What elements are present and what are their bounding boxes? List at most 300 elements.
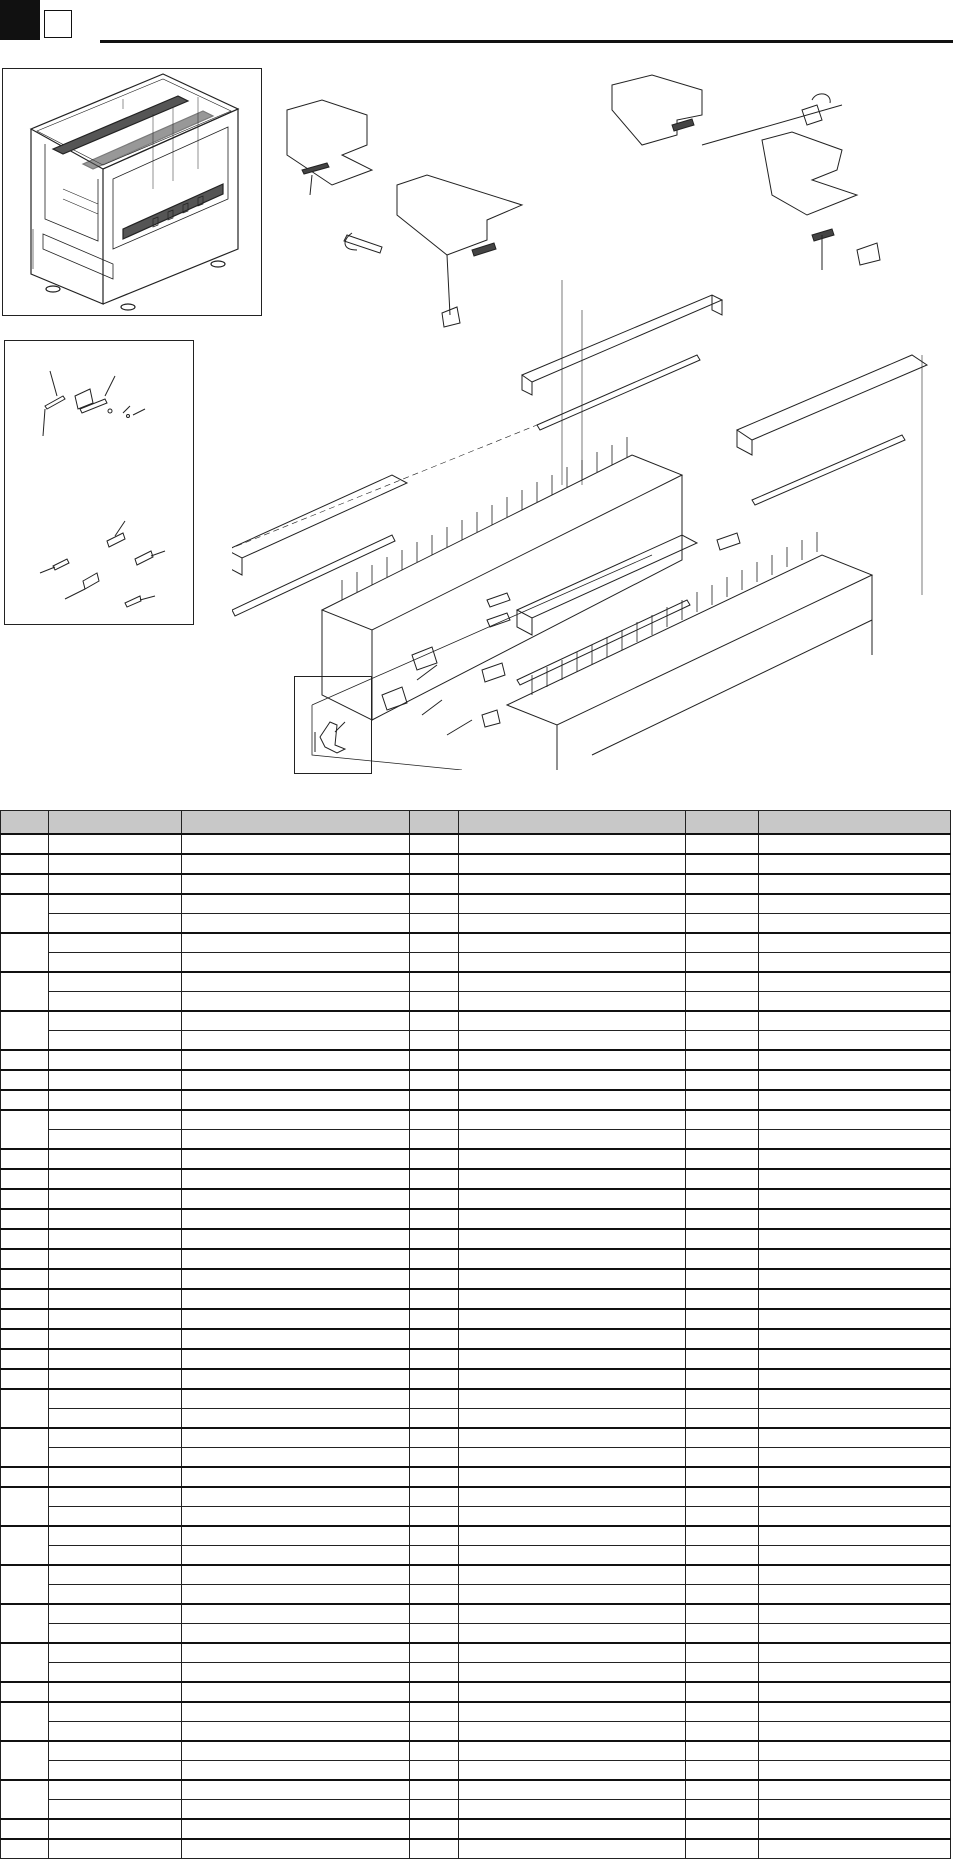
table-cell xyxy=(686,1011,759,1031)
table-cell xyxy=(1,1309,49,1329)
table-cell xyxy=(1,1289,49,1309)
table-row xyxy=(1,933,951,953)
table-row xyxy=(1,1487,951,1507)
table-cell xyxy=(459,1741,686,1761)
table-row xyxy=(1,1229,951,1249)
table-row xyxy=(1,992,951,1012)
table-cell xyxy=(459,1031,686,1051)
table-cell xyxy=(182,1507,410,1527)
table-cell xyxy=(49,992,182,1012)
table-cell xyxy=(459,1389,686,1409)
table-cell xyxy=(49,894,182,914)
table-cell xyxy=(759,1149,951,1169)
table-cell xyxy=(459,1110,686,1130)
table-cell xyxy=(410,1487,459,1507)
table-cell xyxy=(410,1309,459,1329)
table-cell xyxy=(410,1546,459,1566)
table-cell xyxy=(686,1467,759,1487)
table-cell xyxy=(1,1050,49,1070)
table-cell xyxy=(410,1467,459,1487)
table-cell xyxy=(686,1329,759,1349)
machine-overview-panel xyxy=(2,68,262,316)
table-cell xyxy=(1,854,49,874)
beam-left xyxy=(232,475,407,558)
table-cell xyxy=(182,1349,410,1369)
table-cell xyxy=(410,1090,459,1110)
table-cell xyxy=(410,992,459,1012)
table-cell xyxy=(686,1428,759,1448)
table-cell xyxy=(49,1819,182,1839)
table-cell xyxy=(1,834,49,854)
table-cell xyxy=(686,1741,759,1761)
section-number-box xyxy=(44,10,72,38)
table-cell xyxy=(182,1409,410,1429)
table-cell xyxy=(459,1209,686,1229)
table-cell xyxy=(1,1839,49,1859)
frame-rail-right xyxy=(507,555,872,725)
table-cell xyxy=(686,953,759,973)
table-cell xyxy=(49,1467,182,1487)
table-row xyxy=(1,1070,951,1090)
table-cell xyxy=(1,1090,49,1110)
table-cell xyxy=(459,1507,686,1527)
table-cell xyxy=(1,1349,49,1369)
table-cell xyxy=(410,854,459,874)
table-cell xyxy=(686,1624,759,1644)
table-cell xyxy=(1,1643,49,1682)
table-cell xyxy=(1,1428,49,1467)
table-row xyxy=(1,1722,951,1742)
table-cell xyxy=(1,1209,49,1229)
table-cell xyxy=(1,1169,49,1189)
table-cell xyxy=(1,1070,49,1090)
table-cell xyxy=(1,874,49,894)
table-cell xyxy=(759,1050,951,1070)
table-cell xyxy=(759,1507,951,1527)
table-cell xyxy=(182,1761,410,1781)
table-cell xyxy=(182,1269,410,1289)
table-cell xyxy=(759,1780,951,1800)
mounting-plate-4 xyxy=(762,132,857,215)
table-row xyxy=(1,1780,951,1800)
table-cell xyxy=(459,1819,686,1839)
table-row xyxy=(1,1448,951,1468)
table-cell xyxy=(182,1780,410,1800)
table-cell xyxy=(410,1819,459,1839)
parts-table-header xyxy=(1,811,951,835)
table-cell xyxy=(759,1448,951,1468)
section-block xyxy=(0,0,40,40)
table-row xyxy=(1,834,951,854)
table-cell xyxy=(49,1800,182,1820)
table-row xyxy=(1,1149,951,1169)
table-cell xyxy=(49,1839,182,1859)
table-row xyxy=(1,1409,951,1429)
table-cell xyxy=(686,992,759,1012)
table-cell xyxy=(459,1526,686,1546)
table-cell xyxy=(686,1604,759,1624)
table-cell xyxy=(182,1070,410,1090)
table-cell xyxy=(49,1682,182,1702)
table-cell xyxy=(182,1800,410,1820)
table-cell xyxy=(686,1269,759,1289)
table-cell xyxy=(459,1349,686,1369)
table-row xyxy=(1,1050,951,1070)
col-header-ref xyxy=(1,811,49,835)
table-cell xyxy=(759,1070,951,1090)
table-cell xyxy=(459,1643,686,1663)
table-cell xyxy=(459,1249,686,1269)
table-cell xyxy=(686,894,759,914)
table-cell xyxy=(459,1624,686,1644)
table-cell xyxy=(1,1269,49,1289)
table-cell xyxy=(1,894,49,933)
table-cell xyxy=(410,1189,459,1209)
table-cell xyxy=(686,1229,759,1249)
table-cell xyxy=(759,1604,951,1624)
table-cell xyxy=(49,1428,182,1448)
table-cell xyxy=(182,1169,410,1189)
table-cell xyxy=(49,1050,182,1070)
table-cell xyxy=(49,1031,182,1051)
mounting-plate-2 xyxy=(397,175,522,255)
table-cell xyxy=(182,1189,410,1209)
table-cell xyxy=(459,1585,686,1605)
table-cell xyxy=(1,1011,49,1050)
table-cell xyxy=(49,1369,182,1389)
table-cell xyxy=(759,1031,951,1051)
table-row xyxy=(1,894,951,914)
table-cell xyxy=(459,1604,686,1624)
table-row xyxy=(1,1428,951,1448)
table-cell xyxy=(459,1467,686,1487)
table-cell xyxy=(182,1585,410,1605)
table-cell xyxy=(1,1249,49,1269)
table-cell xyxy=(759,1546,951,1566)
table-cell xyxy=(686,1643,759,1663)
table-cell xyxy=(49,1090,182,1110)
table-row xyxy=(1,1389,951,1409)
table-cell xyxy=(459,1169,686,1189)
table-row xyxy=(1,1565,951,1585)
table-cell xyxy=(759,1682,951,1702)
table-cell xyxy=(759,1819,951,1839)
table-cell xyxy=(759,992,951,1012)
table-row xyxy=(1,1624,951,1644)
table-cell xyxy=(182,894,410,914)
table-cell xyxy=(182,1249,410,1269)
table-cell xyxy=(686,1209,759,1229)
parts-list-table xyxy=(0,810,951,1859)
table-row xyxy=(1,1663,951,1683)
table-cell xyxy=(1,1149,49,1169)
table-cell xyxy=(686,1369,759,1389)
table-cell xyxy=(686,1448,759,1468)
beam-upper-middle xyxy=(522,295,722,382)
table-cell xyxy=(759,894,951,914)
table-cell xyxy=(182,1624,410,1644)
table-cell xyxy=(686,1819,759,1839)
table-cell xyxy=(49,1130,182,1150)
table-cell xyxy=(759,834,951,854)
table-cell xyxy=(686,1409,759,1429)
table-cell xyxy=(1,933,49,972)
table-cell xyxy=(410,1269,459,1289)
table-cell xyxy=(182,1839,410,1859)
table-cell xyxy=(686,1349,759,1369)
table-cell xyxy=(410,1604,459,1624)
table-cell xyxy=(49,1565,182,1585)
table-cell xyxy=(410,1624,459,1644)
table-cell xyxy=(759,1741,951,1761)
table-cell xyxy=(759,1169,951,1189)
table-cell xyxy=(182,1329,410,1349)
table-cell xyxy=(759,1409,951,1429)
table-cell xyxy=(49,1780,182,1800)
table-cell xyxy=(759,933,951,953)
col-header-description-2 xyxy=(459,811,686,835)
table-cell xyxy=(686,1585,759,1605)
table-cell xyxy=(410,1329,459,1349)
table-cell xyxy=(686,1761,759,1781)
table-cell xyxy=(182,933,410,953)
table-cell xyxy=(49,1487,182,1507)
table-row xyxy=(1,1309,951,1329)
table-cell xyxy=(410,914,459,934)
table-cell xyxy=(459,1309,686,1329)
table-cell xyxy=(686,1800,759,1820)
table-cell xyxy=(459,1780,686,1800)
table-cell xyxy=(759,1624,951,1644)
table-row xyxy=(1,1090,951,1110)
table-row xyxy=(1,1031,951,1051)
table-row xyxy=(1,854,951,874)
table-cell xyxy=(49,1070,182,1090)
table-cell xyxy=(759,1389,951,1409)
table-cell xyxy=(410,1428,459,1448)
table-row xyxy=(1,874,951,894)
table-cell xyxy=(459,914,686,934)
table-cell xyxy=(759,1110,951,1130)
table-cell xyxy=(759,1369,951,1389)
table-cell xyxy=(49,1110,182,1130)
table-cell xyxy=(1,1467,49,1487)
table-cell xyxy=(182,992,410,1012)
table-cell xyxy=(459,1229,686,1249)
table-cell xyxy=(459,992,686,1012)
table-cell xyxy=(182,972,410,992)
table-cell xyxy=(686,1663,759,1683)
table-cell xyxy=(182,1050,410,1070)
table-cell xyxy=(459,1800,686,1820)
table-cell xyxy=(459,1565,686,1585)
table-cell xyxy=(410,1149,459,1169)
table-cell xyxy=(49,1585,182,1605)
table-cell xyxy=(1,1389,49,1428)
table-row xyxy=(1,1289,951,1309)
table-row xyxy=(1,1467,951,1487)
table-row xyxy=(1,1329,951,1349)
table-cell xyxy=(182,1031,410,1051)
table-cell xyxy=(410,1722,459,1742)
table-cell xyxy=(49,1409,182,1429)
table-cell xyxy=(49,1624,182,1644)
table-cell xyxy=(686,1780,759,1800)
table-row xyxy=(1,1761,951,1781)
table-cell xyxy=(459,972,686,992)
table-cell xyxy=(1,1702,49,1741)
table-cell xyxy=(1,1604,49,1643)
table-cell xyxy=(1,1487,49,1526)
table-cell xyxy=(759,1722,951,1742)
table-cell xyxy=(182,1289,410,1309)
table-cell xyxy=(459,1329,686,1349)
table-row xyxy=(1,1585,951,1605)
table-cell xyxy=(410,894,459,914)
table-row xyxy=(1,1819,951,1839)
table-cell xyxy=(49,914,182,934)
table-cell xyxy=(759,1487,951,1507)
table-cell xyxy=(182,1663,410,1683)
table-row xyxy=(1,1643,951,1663)
table-cell xyxy=(1,1565,49,1604)
table-cell xyxy=(459,1070,686,1090)
table-cell xyxy=(49,1349,182,1369)
table-cell xyxy=(49,1546,182,1566)
col-header-part-number xyxy=(49,811,182,835)
beam-middle xyxy=(517,535,697,618)
table-cell xyxy=(410,1839,459,1859)
table-cell xyxy=(759,953,951,973)
table-row xyxy=(1,1839,951,1859)
table-cell xyxy=(459,953,686,973)
table-row xyxy=(1,1604,951,1624)
table-row xyxy=(1,1189,951,1209)
table-cell xyxy=(49,1229,182,1249)
table-cell xyxy=(410,1249,459,1269)
table-cell xyxy=(1,1369,49,1389)
table-cell xyxy=(759,1428,951,1448)
table-cell xyxy=(686,972,759,992)
table-cell xyxy=(759,874,951,894)
table-cell xyxy=(759,1663,951,1683)
table-cell xyxy=(686,1702,759,1722)
table-cell xyxy=(759,1643,951,1663)
table-cell xyxy=(759,1130,951,1150)
table-cell xyxy=(49,1011,182,1031)
table-cell xyxy=(49,1604,182,1624)
table-cell xyxy=(686,1546,759,1566)
table-cell xyxy=(1,1682,49,1702)
table-cell xyxy=(686,1309,759,1329)
table-cell xyxy=(49,1507,182,1527)
table-row xyxy=(1,1526,951,1546)
table-cell xyxy=(1,1189,49,1209)
table-cell xyxy=(410,1169,459,1189)
table-cell xyxy=(410,834,459,854)
table-cell xyxy=(459,1428,686,1448)
table-cell xyxy=(410,972,459,992)
table-cell xyxy=(182,1643,410,1663)
table-cell xyxy=(759,1269,951,1289)
table-cell xyxy=(459,894,686,914)
table-cell xyxy=(410,933,459,953)
table-cell xyxy=(459,1149,686,1169)
table-cell xyxy=(686,1722,759,1742)
table-cell xyxy=(686,1389,759,1409)
table-cell xyxy=(49,1663,182,1683)
table-cell xyxy=(759,1090,951,1110)
detail-parts-drawing xyxy=(5,341,195,626)
table-cell xyxy=(182,854,410,874)
table-row xyxy=(1,914,951,934)
table-cell xyxy=(49,834,182,854)
table-cell xyxy=(759,1585,951,1605)
table-cell xyxy=(1,972,49,1011)
table-cell xyxy=(459,1011,686,1031)
table-cell xyxy=(686,933,759,953)
table-cell xyxy=(182,1090,410,1110)
table-row xyxy=(1,1169,951,1189)
table-cell xyxy=(459,834,686,854)
table-cell xyxy=(686,1070,759,1090)
table-cell xyxy=(410,1130,459,1150)
table-cell xyxy=(49,1269,182,1289)
table-cell xyxy=(759,1526,951,1546)
table-cell xyxy=(459,1289,686,1309)
table-cell xyxy=(49,933,182,953)
col-header-remarks xyxy=(759,811,951,835)
col-header-code xyxy=(686,811,759,835)
table-row xyxy=(1,1110,951,1130)
table-cell xyxy=(182,1819,410,1839)
table-cell xyxy=(686,1090,759,1110)
table-cell xyxy=(759,1209,951,1229)
col-header-qty xyxy=(410,811,459,835)
table-cell xyxy=(49,1169,182,1189)
table-cell xyxy=(49,1702,182,1722)
table-cell xyxy=(410,1800,459,1820)
table-cell xyxy=(182,1722,410,1742)
table-cell xyxy=(182,1369,410,1389)
table-cell xyxy=(182,1448,410,1468)
table-cell xyxy=(759,1839,951,1859)
table-cell xyxy=(410,1409,459,1429)
table-cell xyxy=(182,1526,410,1546)
table-cell xyxy=(182,1487,410,1507)
table-row xyxy=(1,1209,951,1229)
table-cell xyxy=(459,1702,686,1722)
table-row xyxy=(1,1702,951,1722)
table-cell xyxy=(49,1289,182,1309)
table-cell xyxy=(759,1467,951,1487)
table-cell xyxy=(182,1309,410,1329)
table-cell xyxy=(686,1526,759,1546)
table-cell xyxy=(410,953,459,973)
table-row xyxy=(1,972,951,992)
table-cell xyxy=(410,1526,459,1546)
table-cell xyxy=(49,1329,182,1349)
table-cell xyxy=(410,1761,459,1781)
col-header-description xyxy=(182,811,410,835)
table-cell xyxy=(686,1031,759,1051)
table-cell xyxy=(410,1229,459,1249)
table-cell xyxy=(410,1031,459,1051)
table-cell xyxy=(1,1780,49,1819)
table-cell xyxy=(410,1349,459,1369)
table-cell xyxy=(182,1546,410,1566)
table-cell xyxy=(49,953,182,973)
